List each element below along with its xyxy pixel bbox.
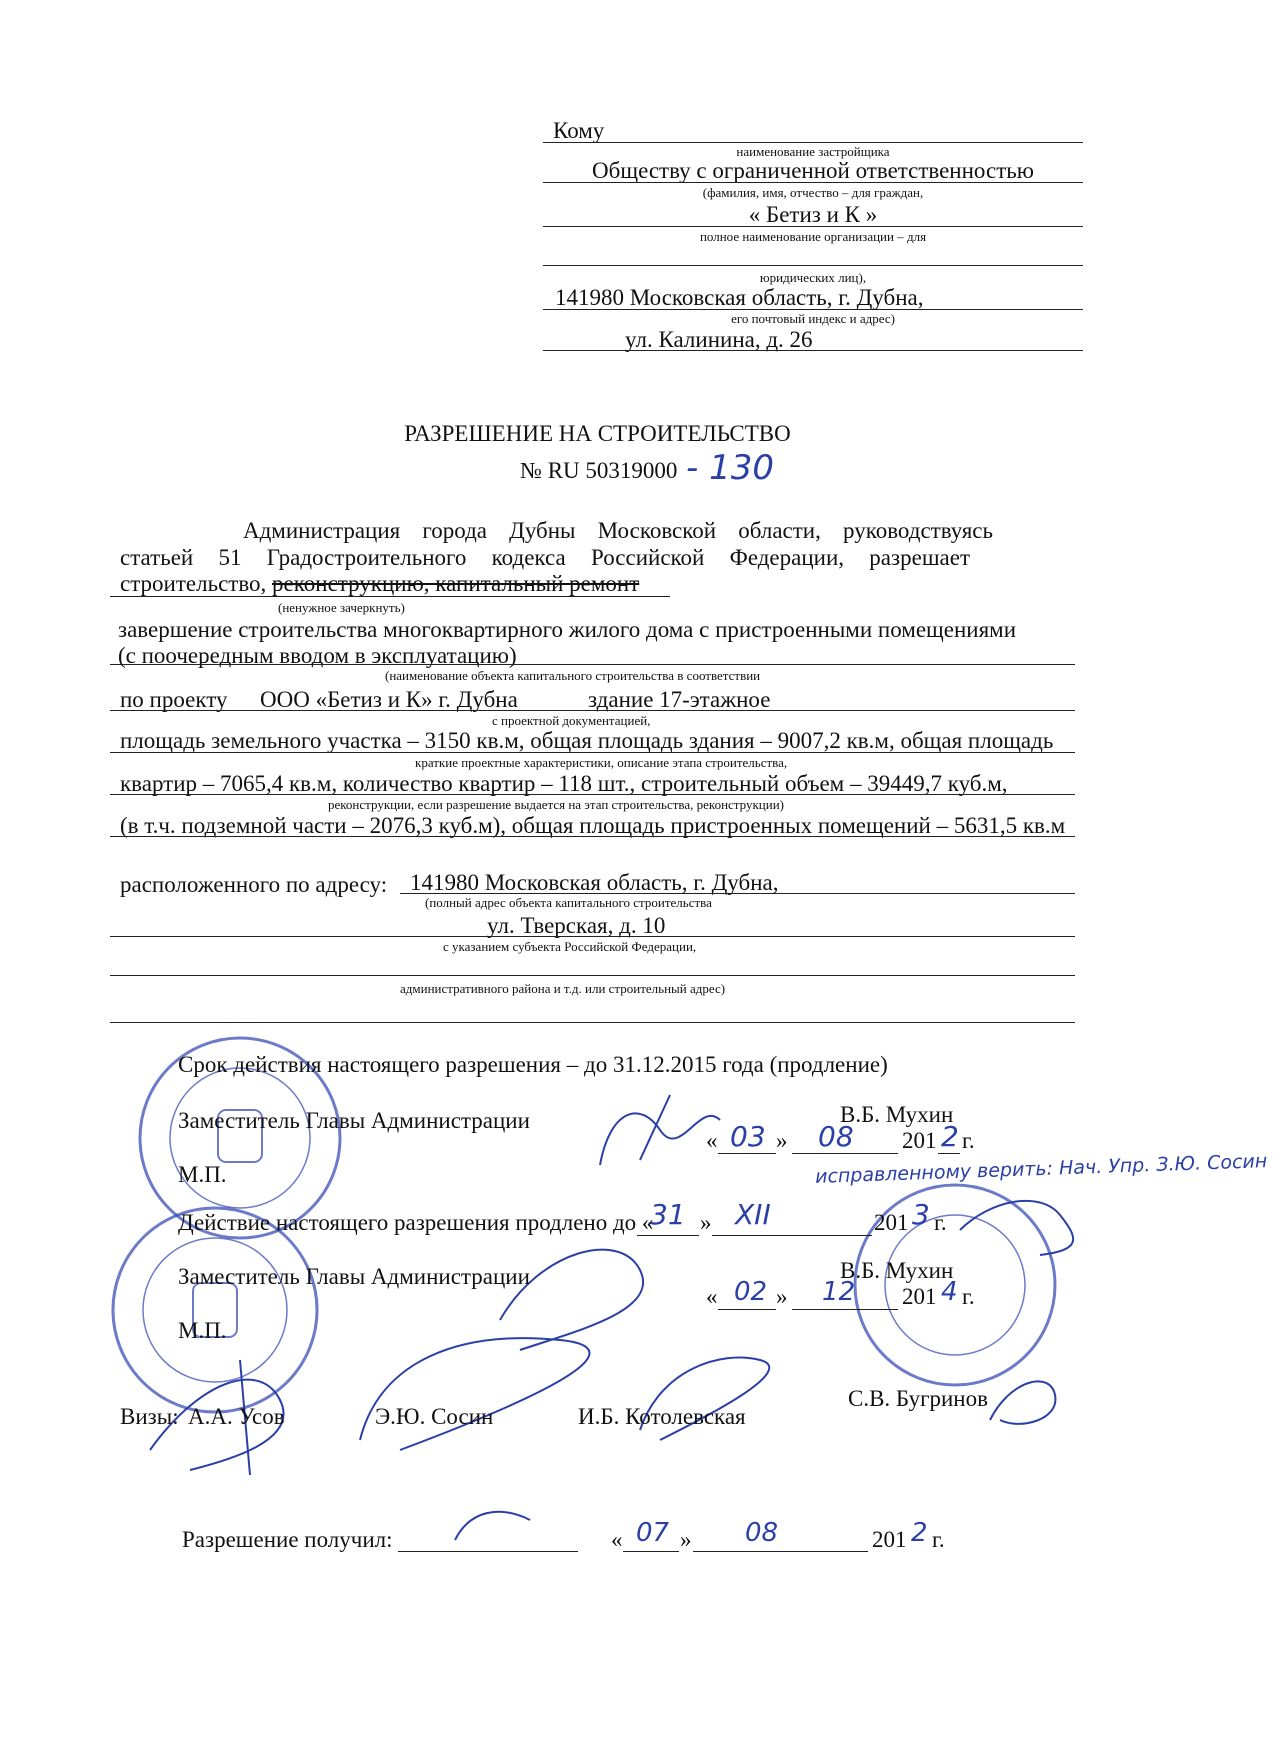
project-building: здание 17-этажное — [588, 687, 771, 712]
date1-month: 08 — [818, 1120, 854, 1153]
caption-postal: его почтовый индекс и адрес) — [731, 311, 895, 326]
location-line1: 141980 Московская область, г. Дубна, — [410, 870, 779, 895]
validity-text: Срок действия настоящего разрешения – до 31.12.2015 года (продление) — [178, 1052, 888, 1077]
date1-year-suffix: г. — [962, 1128, 975, 1153]
ext-year-digit: 3 — [912, 1198, 930, 1231]
date1-year-prefix: 201 — [902, 1128, 937, 1153]
extension-text: Действие настоящего разрешения продлено до « — [178, 1210, 654, 1235]
visa-usov: А.А. Усов — [188, 1404, 285, 1429]
ext-year-prefix: 201 — [874, 1210, 909, 1235]
received-year-suffix: г. — [932, 1527, 945, 1552]
date1-close: » — [776, 1128, 788, 1153]
intro-line2: статьей 51 Градостроительного кодекса Российской Федерации, разрешает — [120, 545, 970, 570]
date1-open: « — [706, 1128, 718, 1153]
rule — [718, 1309, 776, 1310]
deputy1-label: Заместитель Главы Администрации — [178, 1108, 530, 1133]
intro-line1: Администрация города Дубны Московской области, руководствуясь — [243, 518, 993, 543]
mp2: М.П. — [178, 1318, 227, 1343]
deputy2-label: Заместитель Главы Администрации — [178, 1264, 530, 1289]
date2-year-prefix: 201 — [902, 1284, 937, 1309]
rule — [712, 1235, 872, 1236]
deputy1-name: В.Б. Мухин — [840, 1102, 954, 1127]
project-label: по проекту — [120, 687, 228, 712]
ext-year-suffix: г. — [934, 1210, 947, 1235]
signature-deputy-1 — [600, 1095, 720, 1165]
caption-object: (наименование объекта капитального строительства в соответствии — [385, 668, 761, 683]
received-signature-line — [398, 1551, 578, 1552]
caption-brief: краткие проектные характеристики, описание этапа строительства, — [415, 755, 788, 770]
received-day: 07 — [636, 1518, 670, 1548]
recipient-address-line1: 141980 Московская область, г. Дубна, — [555, 285, 924, 310]
caption-reconstruction: реконструкции, если разрешение выдается на этап строительства, реконструкции) — [328, 797, 784, 812]
received-month: 08 — [745, 1518, 779, 1548]
recipient-address-line2: ул. Калинина, д. 26 — [625, 327, 813, 352]
caption-project-doc: с проектной документацией, — [492, 713, 651, 728]
intro-word: строительство, — [120, 571, 267, 596]
received-year-digit: 2 — [911, 1518, 928, 1548]
signature-sosin — [360, 1338, 589, 1450]
caption-full-address: (полный адрес объекта капитального строительства — [425, 895, 712, 910]
rule — [792, 1153, 898, 1154]
intro-struck: реконструкцию, капитальный ремонт — [272, 571, 640, 596]
location-label: расположенного по адресу: — [120, 872, 388, 897]
received-year-prefix: 201 — [872, 1527, 907, 1552]
document-number: № RU 50319000 — [520, 458, 678, 483]
ext-month: XII — [735, 1198, 771, 1231]
caption-fio: (фамилия, имя, отчество – для граждан, — [702, 185, 924, 200]
date1-day: 03 — [730, 1120, 766, 1153]
caption-legal: юридических лиц), — [759, 270, 867, 285]
visa-kotolevskaya: И.Б. Котолевская — [578, 1404, 746, 1429]
object-line2: (с поочередным вводом в эксплуатацию) — [118, 643, 517, 668]
characteristics-line2: квартир – 7065,4 кв.м, количество квартир – 118 шт., строительный объем – 39449,7 куб.м, — [120, 771, 1008, 796]
characteristics-line1: площадь земельного участка – 3150 кв.м, общая площадь здания – 9007,2 кв.м, общая площадь — [120, 728, 1054, 753]
caption-developer: наименование застройщика — [736, 144, 890, 159]
ext-day: 31 — [650, 1198, 686, 1231]
characteristics-line3: (в т.ч. подземной части – 2076,3 куб.м), общая площадь пристроенных помещений – 5631,5 кв.м — [120, 813, 1066, 838]
received-date-close: » — [680, 1527, 692, 1552]
caption-subject: с указанием субъекта Российской Федерации, — [443, 939, 697, 954]
to-label: Кому — [553, 118, 605, 143]
location-line2: ул. Тверская, д. 10 — [487, 913, 666, 938]
date2-month: 12 — [822, 1277, 856, 1307]
rule — [637, 1235, 699, 1236]
signature-correction — [960, 1201, 1073, 1255]
rule — [623, 1551, 679, 1552]
caption-district: административного района и т.д. или строительный адрес) — [400, 981, 726, 996]
date1-year-digit: 2 — [941, 1120, 959, 1153]
visa-bugrinov: С.В. Бугринов — [848, 1386, 988, 1411]
object-line1: завершение строительства многоквартирного жилого дома с пристроенными помещениями — [118, 617, 1017, 642]
caption-strike: (ненужное зачеркнуть) — [278, 600, 405, 615]
rule — [693, 1551, 868, 1552]
correction-note: исправленному верить: Нач. Упр. З.Ю. Сосин — [814, 1150, 1268, 1188]
signature-receiver — [455, 1512, 530, 1540]
received-date-open: « — [611, 1527, 623, 1552]
document-title: РАЗРЕШЕНИЕ НА СТРОИТЕЛЬСТВО — [404, 421, 791, 446]
mp1: М.П. — [178, 1162, 227, 1187]
rule — [718, 1153, 776, 1154]
ext-close: » — [700, 1210, 712, 1235]
date2-open: « — [706, 1284, 718, 1309]
stamp-left-bottom — [113, 1208, 317, 1412]
visa-sosin: Э.Ю. Сосин — [375, 1404, 494, 1429]
project-org: ООО «Бетиз и К» г. Дубна — [260, 687, 518, 712]
caption-fullname: полное наименование организации – для — [699, 229, 927, 244]
rule — [938, 1153, 960, 1154]
signature-bugrinov — [990, 1381, 1055, 1423]
recipient-name-line2: « Бетиз и К » — [748, 202, 878, 227]
date2-day: 02 — [734, 1277, 768, 1307]
recipient-name-line1: Обществу с ограниченной ответственностью — [592, 158, 1034, 183]
date2-year-suffix: г. — [962, 1284, 975, 1309]
deputy2-name: В.Б. Мухин — [840, 1258, 954, 1283]
received-label: Разрешение получил: — [182, 1527, 393, 1552]
handwritten-number: - 130 — [686, 448, 774, 488]
visas-label: Визы: — [120, 1404, 179, 1429]
date2-close: » — [776, 1284, 788, 1309]
rule — [792, 1309, 898, 1310]
date2-year-digit: 4 — [941, 1277, 958, 1307]
